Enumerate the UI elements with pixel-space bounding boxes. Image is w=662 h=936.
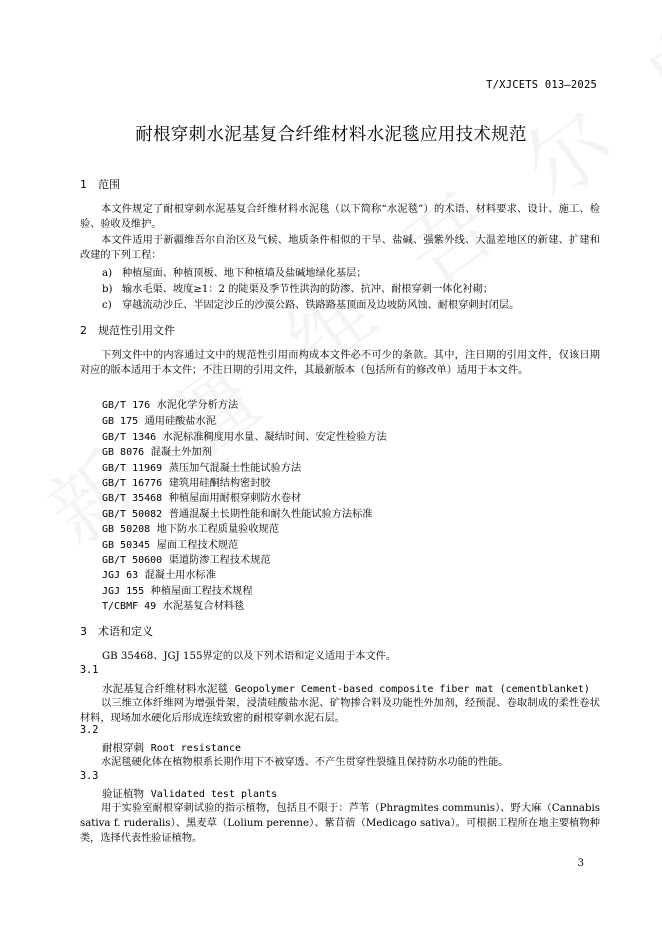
reference-item: [102, 443, 212, 458]
reference-item: [102, 536, 238, 551]
term-chinese: 验证植物: [102, 788, 144, 800]
reference-code: GB/T 11969: [102, 463, 163, 474]
reference-item: [102, 412, 216, 427]
reference-name: 水泥基复合材料毯: [162, 601, 245, 612]
term-english: Geopolymer Cement-based composite fiber mat (cementblanket): [234, 684, 590, 695]
reference-name: 混凝土用水标准: [144, 570, 216, 581]
reference-item: [102, 597, 244, 612]
section-number: 1: [80, 178, 87, 191]
section-1-heading: [80, 176, 120, 192]
list-text: 穿越流动沙丘、半固定沙丘的沙漠公路、铁路路基顶面及边坡防风蚀、耐根穿刺封闭层。: [122, 300, 520, 311]
term-number: 3.2: [80, 725, 99, 736]
reference-item: [102, 489, 301, 504]
reference-code: GB 50345: [102, 540, 151, 551]
reference-code: GB 50208: [102, 524, 151, 535]
reference-code: GB/T 176: [102, 400, 151, 411]
section-3-heading: [80, 623, 153, 639]
term-heading: [102, 740, 241, 755]
section-number: 3: [80, 625, 87, 638]
section-3-intro: GB 35468、JGJ 155界定的以及下列术语和定义适用于本文件。: [102, 651, 397, 662]
reference-item: [102, 551, 271, 566]
reference-name: 水泥标准稠度用水量、凝结时间、安定性检验方法: [162, 432, 387, 443]
page-number: 3: [577, 858, 584, 869]
reference-item: [102, 566, 216, 581]
reference-code: GB 175: [102, 416, 139, 427]
term-chinese: 水泥基复合纤维材料水泥毯: [102, 683, 228, 695]
reference-item: [102, 459, 301, 474]
term-definition: 水泥毯硬化体在植物根系长期作用下不被穿透、不产生贯穿性裂缝且保持防水功能的性能。: [101, 757, 509, 768]
document-number: T/XJCETS 013—2025: [486, 79, 597, 91]
reference-name: 水泥化学分析方法: [156, 400, 239, 411]
list-item: [102, 280, 493, 295]
reference-name: 通用硅酸盐水泥: [144, 416, 216, 427]
term-number: 3.3: [80, 771, 99, 782]
list-marker: a): [102, 268, 113, 279]
list-item: [102, 264, 367, 279]
list-text: 种植屋面、种植顶板、地下种植墙及盐碱地绿化基层；: [122, 268, 367, 279]
document-title: 耐根穿刺水泥基复合纤维材料水泥毯应用技术规范: [135, 125, 527, 145]
term-definition: 以三维立体纤维网为增强骨架，浸渍硅酸盐水泥、矿物掺合料及功能性外加剂，经预混、卷取制成的柔性卷状材料，现场加水硬化后形成连续致密的耐根穿刺水泥石层。: [80, 698, 600, 724]
reference-code: GB/T 16776: [102, 478, 163, 489]
reference-code: GB 8076: [102, 447, 145, 458]
reference-item: [102, 520, 279, 535]
term-english: Validated test plants: [150, 789, 278, 800]
reference-name: 建筑用硅酮结构密封胶: [168, 478, 271, 489]
reference-item: [102, 396, 238, 411]
reference-code: GB/T 50600: [102, 555, 163, 566]
section-number: 2: [80, 324, 87, 337]
reference-code: T/CBMF 49: [102, 601, 157, 612]
term-heading: [102, 681, 590, 696]
reference-item: [102, 505, 372, 520]
section-title: 范围: [98, 178, 120, 191]
term-chinese: 耐根穿刺: [102, 742, 144, 754]
reference-item: [102, 474, 271, 489]
list-marker: b): [102, 284, 113, 295]
reference-code: JGJ 63: [102, 570, 139, 581]
list-marker: c): [102, 300, 112, 311]
list-item: [102, 296, 519, 311]
section-1-paragraph-1: 本文件规定了耐根穿刺水泥基复合纤维材料水泥毯（以下简称“水泥毯”）的术语、材料要求、设计、施工、检验、验收及维护。: [80, 204, 600, 230]
reference-name: 屋面工程技术规范: [156, 540, 239, 551]
reference-code: GB/T 35468: [102, 493, 163, 504]
reference-name: 普通混凝土长期性能和耐久性能试验方法标准: [168, 509, 373, 520]
reference-name: 混凝土外加剂: [150, 447, 212, 458]
list-text: 输水毛渠、坡度≥1：2 的陡渠及季节性洪沟的防渗、抗冲、耐根穿刺一体化衬砌；: [122, 284, 494, 295]
section-title: 术语和定义: [98, 625, 153, 638]
term-number: 3.1: [80, 665, 99, 676]
reference-name: 渠道防渗工程技术规范: [168, 555, 271, 566]
section-2-heading: [80, 322, 175, 338]
reference-code: GB/T 1346: [102, 432, 157, 443]
reference-name: 蒸压加气混凝土性能试验方法: [168, 463, 302, 474]
term-heading: [102, 786, 277, 801]
section-title: 规范性引用文件: [98, 324, 175, 337]
reference-code: GB/T 50082: [102, 509, 163, 520]
reference-name: 种植屋面用耐根穿刺防水卷材: [168, 493, 302, 504]
section-2-paragraph: 下列文件中的内容通过文中的规范性引用而构成本文件必不可少的条款。其中，注日期的引用文件，仅该日期对应的版本适用于本文件；不注日期的引用文件，其最新版本（包括所有的修改单）适用于本文件。: [80, 350, 600, 376]
reference-name: 地下防水工程质量验收规范: [156, 524, 279, 535]
section-1-paragraph-2: 本文件适用于新疆维吾尔自治区及气候、地质条件相似的干旱、盐碱、强紫外线、大温差地区的新建、扩建和改建的下列工程：: [80, 235, 600, 261]
reference-item: [102, 428, 387, 443]
reference-name: 种植屋面工程技术规程: [150, 586, 253, 597]
term-english: Root resistance: [150, 743, 241, 754]
reference-item: [102, 582, 253, 597]
term-definition: 用于实验室耐根穿刺试验的指示植物，包括且不限于：芦苇（Phragmites communis）、野大麻（Cannabis sativa f. ruderalis）、黑麦草（Lolium perenne）、紫苜蓿（Medicago sativa）。可根据工程所在地主要植物种类，选择代表性验证植物。: [80, 803, 600, 844]
reference-code: JGJ 155: [102, 586, 145, 597]
